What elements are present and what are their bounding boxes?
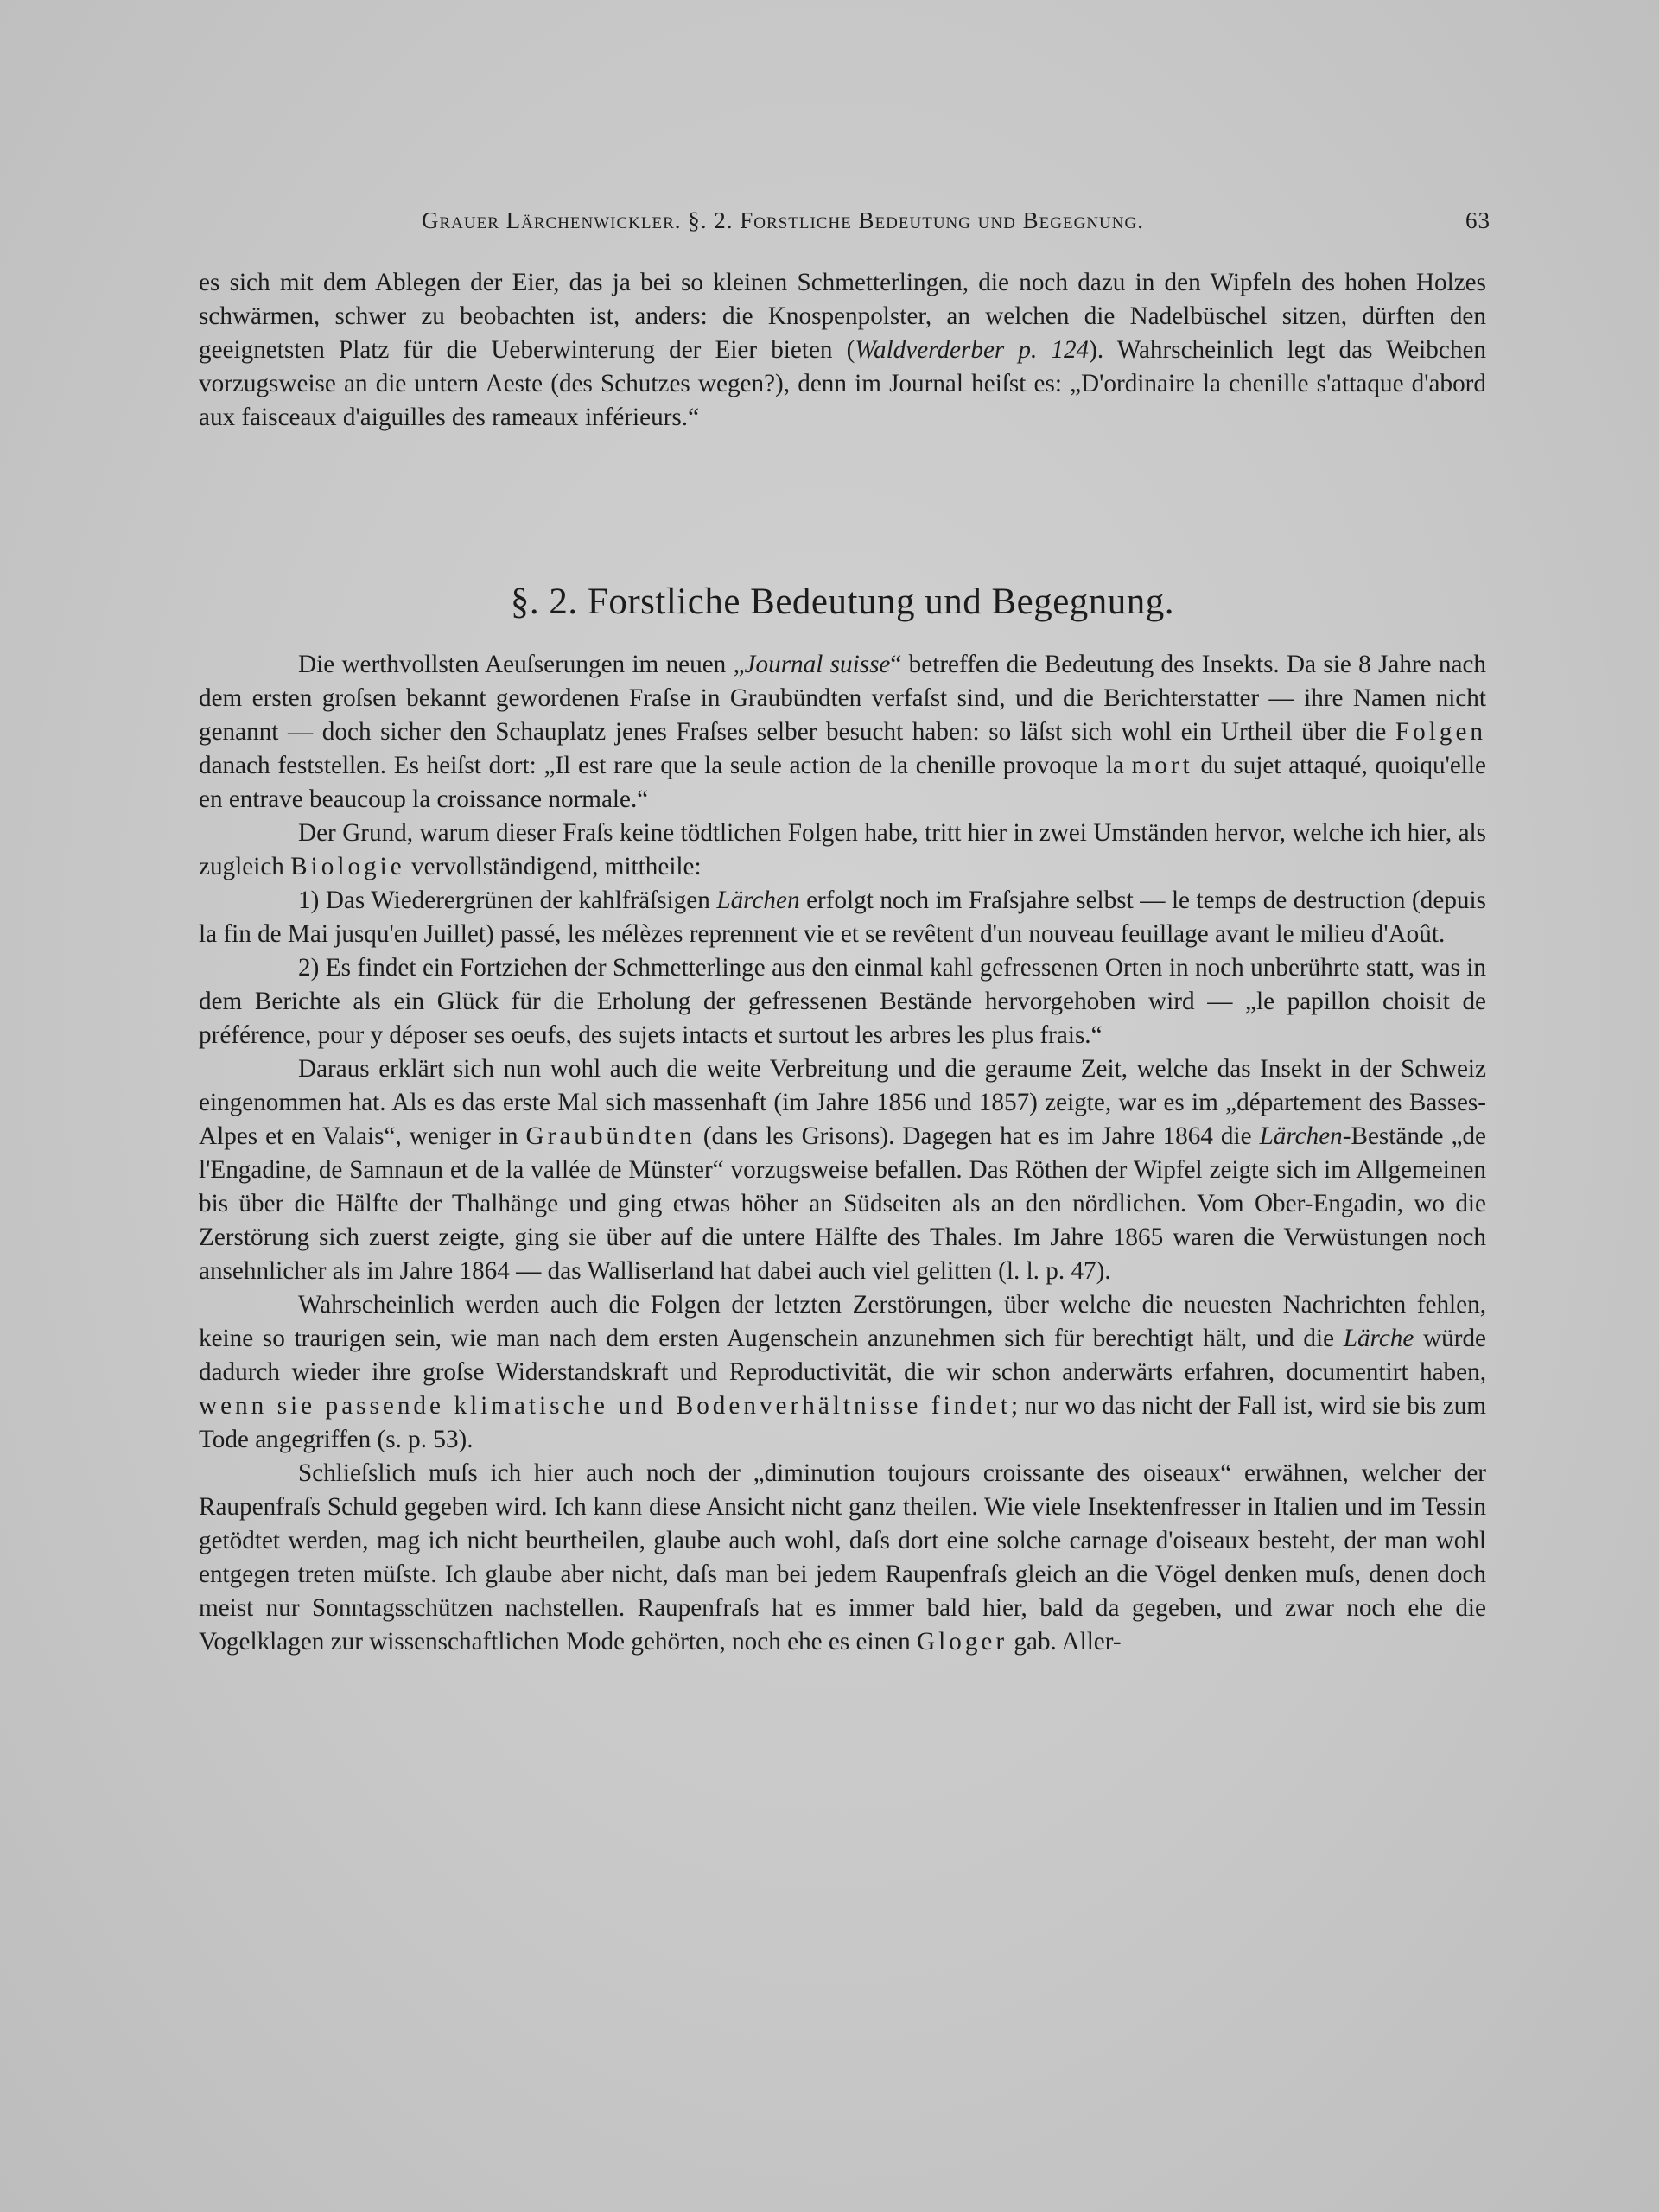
paragraph-intro: es sich mit dem Ablegen der Eier, das ja bei so kleinen Schmetterlingen, die noch dazu in den Wipfeln des hohen Holzes schwärmen, schwer zu beobachten ist, anders: die Knospenpolster, an welchen die Nadelbüschel sitzen, dürften den geeignetsten Platz für die Ueberwinterung der Eier bieten (Waldverderber p. 124). Wahrscheinlich legt das Weibchen vorzugsweise an die untern Aeste (des Schutzes wegen?), denn im Journal heiſst es: „D'ordinaire la chenille s'attaque d'abord aux faisceaux d'aiguilles des rameaux inférieurs.“ (199, 269, 1486, 431)
paragraph-folgen: Wahrscheinlich werden auch die Folgen der letzten Zerstörungen, über welche die neuesten Nachrichten fehlen, keine so traurigen sein, wie man nach dem ersten Augenschein anzunehmen sich für berechtigt hält, und die Lärche würde dadurch wieder ihre groſse Widerstandskraft und Reproductivität, die wir schon anderwärts erfahren, documentirt haben, wenn sie passende klimatische und Bodenverhältnisse findet; nur wo das nicht der Fall ist, wird sie bis zum Tode angegriffen (s. p. 53). (199, 1291, 1486, 1453)
section-heading: §. 2. Forstliche Bedeutung und Begegnung. (510, 582, 1175, 622)
running-head (199, 207, 1491, 242)
reference-waldverderber: Waldverderber p. 124 (855, 336, 1090, 364)
paragraph-point-1: 1) Das Wiederergrünen der kahlfräſsigen Lärchen erfolgt noch im Fraſsjahre selbst — le temps de destruction (depuis la fin de Mai jusqu'en Juillet) passé, les mélèzes reprennent vie et se revêtent d'un nouveau feuillage avant le milieu d'Août. (199, 887, 1486, 948)
paragraph-grund: Der Grund, warum dieser Fraſs keine tödtlichen Folgen habe, tritt hier in zwei Umständen hervor, welche ich hier, als zugleich Biologie vervollständigend, mittheile: (199, 819, 1486, 880)
intro-text-block (199, 266, 1486, 435)
running-head-title: Grauer Lärchenwickler. §. 2. Forstliche Bedeutung und Begegnung. (422, 207, 1144, 233)
section-text-block (199, 648, 1486, 1659)
paragraph-point-2: 2) Es findet ein Fortziehen der Schmetterlinge aus den einmal kahl gefressenen Orten in noch unberührte statt, was in dem Berichte als ein Glück für die Erholung der gefressenen Bestände hervorgehoben wird — „le papillon choisit de préférence, pour y déposer ses oeufs, des sujets intacts et surtout les arbres les plus frais.“ (199, 954, 1486, 1049)
paragraph-verbreitung: Daraus erklärt sich nun wohl auch die weite Verbreitung und die geraume Zeit, welche das Insekt in der Schweiz eingenommen hat. Als es das erste Mal sich massenhaft (im Jahre 1856 und 1857) zeigte, war es im „département des Basses-Alpes et en Valais“, weniger in Graubündten (dans les Grisons). Dagegen hat es im Jahre 1864 die Lärchen-Bestände „de l'Engadine, de Samnaun et de la vallée de Münster“ vorzugsweise befallen. Das Röthen der Wipfel zeigte sich im Allgemeinen bis über die Hälfte der Thalhänge und ging etwas höher an Südseiten als an den nördlichen. Vom Ober-Engadin, wo die Zerstörung sich zuerst zeigte, ging sie über auf die untere Hälfte des Thales. Im Jahre 1865 waren die Verwüstungen noch ansehnlicher als im Jahre 1864 — das Walliserland hat dabei auch viel gelitten (l. l. p. 47). (199, 1055, 1486, 1285)
page-number: 63 (1465, 207, 1491, 233)
journal-title: Journal suisse (744, 651, 891, 678)
paragraph-journal: Die werthvollsten Aeuſserungen im neuen „Journal suisse“ betreffen die Bedeutung des Insekts. Da sie 8 Jahre nach dem ersten groſsen bekannt gewordenen Fraſse in Graubündten verfaſst sind, und die Berichterstatter — ihre Namen nicht genannt — doch sicher den Schauplatz jenes Fraſses selber besucht haben: so läſst sich wohl ein Urtheil über die Folgen danach feststellen. Es heiſst dort: „Il est rare que la seule action de la chenille provoque la mort du sujet attaqué, quoiqu'elle en entrave beaucoup la croissance normale.“ (199, 651, 1487, 813)
paragraph-voegel: Schlieſslich muſs ich hier auch noch der „diminution toujours croissante des oiseaux“ erwähnen, welcher der Raupenfraſs Schuld gegeben wird. Ich kann diese Ansicht nicht ganz theilen. Wie viele Insektenfresser in Italien und im Tessin getödtet werden, mag ich nicht beurtheilen, glaube auch wohl, daſs dort eine solche carnage d'oiseaux besteht, der man wohl entgegen treten müſste. Ich glaube aber nicht, daſs man bei jedem Raupenfraſs gleich an die Vögel denken muſs, denen doch meist nur Sonntagsschützen nachstellen. Raupenfraſs hat es immer bald hier, bald da gegeben, und zwar noch ehe die Vogelklagen zur wissenschaftlichen Mode gehörten, noch ehe es einen Gloger gab. Aller- (199, 1459, 1486, 1656)
